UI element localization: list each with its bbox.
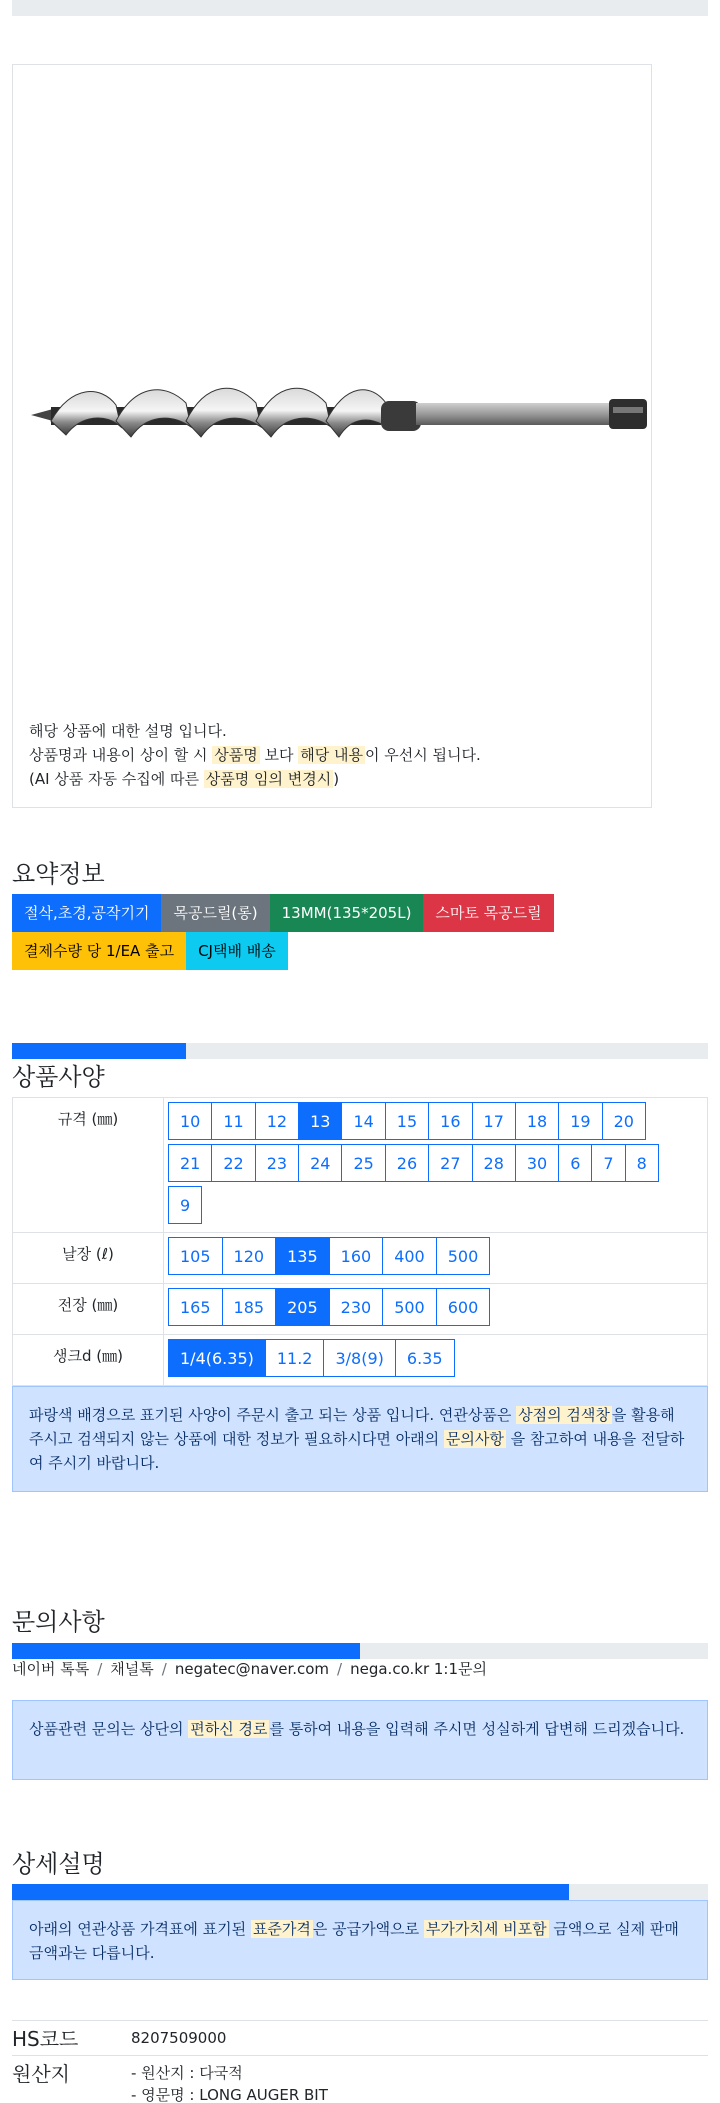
spec-option-button[interactable]: 600 <box>436 1288 491 1326</box>
notice-text: 을 활용해 주시고 검색되지 않는 상품에 대한 정보가 필요하시다면 아래의 <box>29 1406 675 1448</box>
spec-option-button[interactable]: 6.35 <box>395 1339 455 1377</box>
inquiry-progress-bar <box>12 1643 360 1659</box>
spec-row <box>13 1284 708 1335</box>
spec-option-button[interactable]: 105 <box>168 1237 223 1275</box>
description-text: 보다 <box>259 746 299 764</box>
spec-option-line <box>168 1237 703 1279</box>
info-key: HS코드 <box>12 2027 79 2051</box>
spec-row <box>13 1335 708 1386</box>
spec-option-button[interactable]: 28 <box>472 1144 516 1182</box>
notice-text: 상품관련 문의는 상단의 <box>29 1720 189 1738</box>
spec-option-line <box>168 1144 703 1186</box>
description-text: 상품명과 내용이 상이 할 시 <box>29 746 213 764</box>
info-row-origin <box>12 2056 708 2103</box>
tag-courier: CJ택배 배송 <box>186 932 288 970</box>
description-line-2 <box>29 743 481 767</box>
spec-option-button[interactable]: 3/8(9) <box>323 1339 395 1377</box>
highlight-name-change: 상품명 임의 변경시 <box>205 770 332 788</box>
summary-tags-row-1 <box>12 894 554 932</box>
spec-option-button[interactable]: 22 <box>211 1144 255 1182</box>
spec-option-button[interactable]: 13 <box>298 1102 342 1140</box>
highlight-vat-excluded: 부가가치세 비포함 <box>425 1920 547 1938</box>
notice-text: 아래의 연관상품 가격표에 표기된 <box>29 1920 251 1938</box>
spec-row <box>13 1233 708 1284</box>
spec-option-button[interactable]: 11 <box>211 1102 255 1140</box>
spec-option-button[interactable]: 25 <box>341 1144 385 1182</box>
notice-text: 은 공급가액으로 <box>312 1920 424 1938</box>
summary-tags-row-2 <box>12 932 288 970</box>
top-placeholder-bar <box>12 0 708 16</box>
origin-line: - 원산지 : 다국적 <box>131 2064 243 2082</box>
specs-progress <box>12 1043 708 1059</box>
specs-notice <box>12 1386 708 1492</box>
spec-option-button[interactable]: 20 <box>602 1102 646 1140</box>
inquiry-notice <box>12 1700 708 1780</box>
detail-progress <box>12 1884 708 1900</box>
spec-option-button[interactable]: 15 <box>385 1102 429 1140</box>
spec-option-button[interactable]: 1/4(6.35) <box>168 1339 266 1377</box>
detail-title: 상세설명 <box>12 1850 105 1878</box>
spec-option-button[interactable]: 500 <box>436 1237 491 1275</box>
spec-table <box>12 1097 708 1386</box>
spec-option-button[interactable]: 120 <box>222 1237 277 1275</box>
spec-option-button[interactable]: 400 <box>382 1237 437 1275</box>
inquiry-progress <box>12 1643 708 1659</box>
info-value: 8207509000 <box>131 2029 227 2047</box>
tag-brand: 스마토 목공드릴 <box>423 894 553 932</box>
tag-product-type: 목공드릴(롱) <box>161 894 269 932</box>
notice-text: 을 참고하여 내용을 전달하여 주시기 바랍니다. <box>29 1430 685 1472</box>
spec-option-button[interactable]: 19 <box>558 1102 602 1140</box>
highlight-inquiry: 문의사항 <box>445 1430 504 1448</box>
description-text: ) <box>333 770 340 788</box>
spec-option-button[interactable]: 27 <box>428 1144 472 1182</box>
channel-naver-talk[interactable]: 네이버 톡톡 <box>12 1660 90 1678</box>
english-name-line: - 영문명 : LONG AUGER BIT <box>131 2086 328 2103</box>
notice-text: 파랑색 배경으로 표기된 사양이 주문시 출고 되는 상품 입니다. 연관상품은 <box>29 1406 517 1424</box>
product-description <box>29 719 481 791</box>
spec-option-button[interactable]: 185 <box>222 1288 277 1326</box>
contact-channels <box>12 1658 487 1679</box>
spec-option-button[interactable]: 165 <box>168 1288 223 1326</box>
spec-option-button[interactable]: 160 <box>329 1237 384 1275</box>
detail-progress-bar <box>12 1884 569 1900</box>
spec-option-button[interactable]: 24 <box>298 1144 342 1182</box>
description-text: 이 우선시 됩니다. <box>364 746 481 764</box>
spec-option-button[interactable]: 16 <box>428 1102 472 1140</box>
spec-option-line <box>168 1288 703 1330</box>
info-value <box>131 2056 328 2103</box>
description-line-1 <box>29 719 481 743</box>
tag-size: 13MM(135*205L) <box>270 894 424 932</box>
highlight-search: 상점의 검색창 <box>518 1406 610 1424</box>
spec-row <box>13 1098 708 1233</box>
separator: / <box>161 1660 167 1678</box>
separator: / <box>337 1660 343 1678</box>
spec-option-button[interactable]: 8 <box>625 1144 659 1182</box>
auger-drill-bit-image <box>21 355 651 485</box>
detail-notice <box>12 1900 708 1980</box>
spec-option-button[interactable]: 26 <box>385 1144 429 1182</box>
spec-option-line <box>168 1102 703 1144</box>
product-info-table <box>12 2020 708 2103</box>
spec-option-button[interactable]: 11.2 <box>265 1339 325 1377</box>
highlight-content: 해당 내용 <box>300 746 363 764</box>
notice-text: 금액으로 실제 판매금액과는 다릅니다. <box>29 1920 679 1962</box>
channel-email[interactable]: negatec@naver.com <box>174 1660 330 1678</box>
highlight-standard-price: 표준가격 <box>252 1920 311 1938</box>
info-row-hs-code <box>12 2021 708 2056</box>
inquiry-title: 문의사항 <box>12 1608 105 1636</box>
spec-option-button[interactable]: 135 <box>275 1237 330 1275</box>
tag-category: 절삭,초경,공작기기 <box>12 894 161 932</box>
spec-option-button[interactable]: 500 <box>382 1288 437 1326</box>
spec-option-line <box>168 1186 703 1228</box>
separator: / <box>97 1660 103 1678</box>
spec-option-button[interactable]: 17 <box>472 1102 516 1140</box>
spec-option-button[interactable]: 205 <box>275 1288 330 1326</box>
spec-label: 규격 (㎜) <box>13 1098 164 1233</box>
spec-option-button[interactable]: 30 <box>515 1144 559 1182</box>
product-image-box <box>12 64 652 808</box>
highlight-product-name: 상품명 <box>214 746 258 764</box>
spec-option-button[interactable]: 10 <box>168 1102 212 1140</box>
info-key: 원산지 <box>12 2062 70 2086</box>
spec-option-button[interactable]: 6 <box>558 1144 592 1182</box>
spec-option-button[interactable]: 7 <box>591 1144 625 1182</box>
description-text: 해당 상품에 대한 설명 입니다. <box>29 722 227 740</box>
spec-option-line <box>168 1339 703 1381</box>
tag-shipping-quantity: 결제수량 당 1/EA 출고 <box>12 932 186 970</box>
spec-options <box>164 1233 708 1284</box>
spec-option-button[interactable]: 18 <box>515 1102 559 1140</box>
specs-title: 상품사양 <box>12 1063 105 1091</box>
spec-option-button[interactable]: 23 <box>255 1144 299 1182</box>
channel-chat[interactable]: 채널톡 <box>110 1660 154 1678</box>
spec-options <box>164 1284 708 1335</box>
description-text: (AI 상품 자동 수집에 따른 <box>29 770 204 788</box>
spec-option-button[interactable]: 21 <box>168 1144 212 1182</box>
notice-text: 를 통하여 내용을 입력해 주시면 성실하게 답변해 드리겠습니다. <box>269 1720 685 1738</box>
spec-options <box>164 1335 708 1386</box>
highlight-route: 편하신 경로 <box>190 1720 268 1738</box>
spec-label: 날장 (ℓ) <box>13 1233 164 1284</box>
spec-option-button[interactable]: 12 <box>255 1102 299 1140</box>
spec-option-button[interactable]: 14 <box>341 1102 385 1140</box>
spec-option-button[interactable]: 230 <box>329 1288 384 1326</box>
channel-site-inquiry[interactable]: nega.co.kr 1:1문의 <box>350 1660 487 1678</box>
spec-option-button[interactable]: 9 <box>168 1186 202 1224</box>
description-line-3 <box>29 767 481 791</box>
spec-label: 전장 (㎜) <box>13 1284 164 1335</box>
spec-label: 생크d (㎜) <box>13 1335 164 1386</box>
summary-title: 요약정보 <box>12 860 105 888</box>
spec-options <box>164 1098 708 1233</box>
